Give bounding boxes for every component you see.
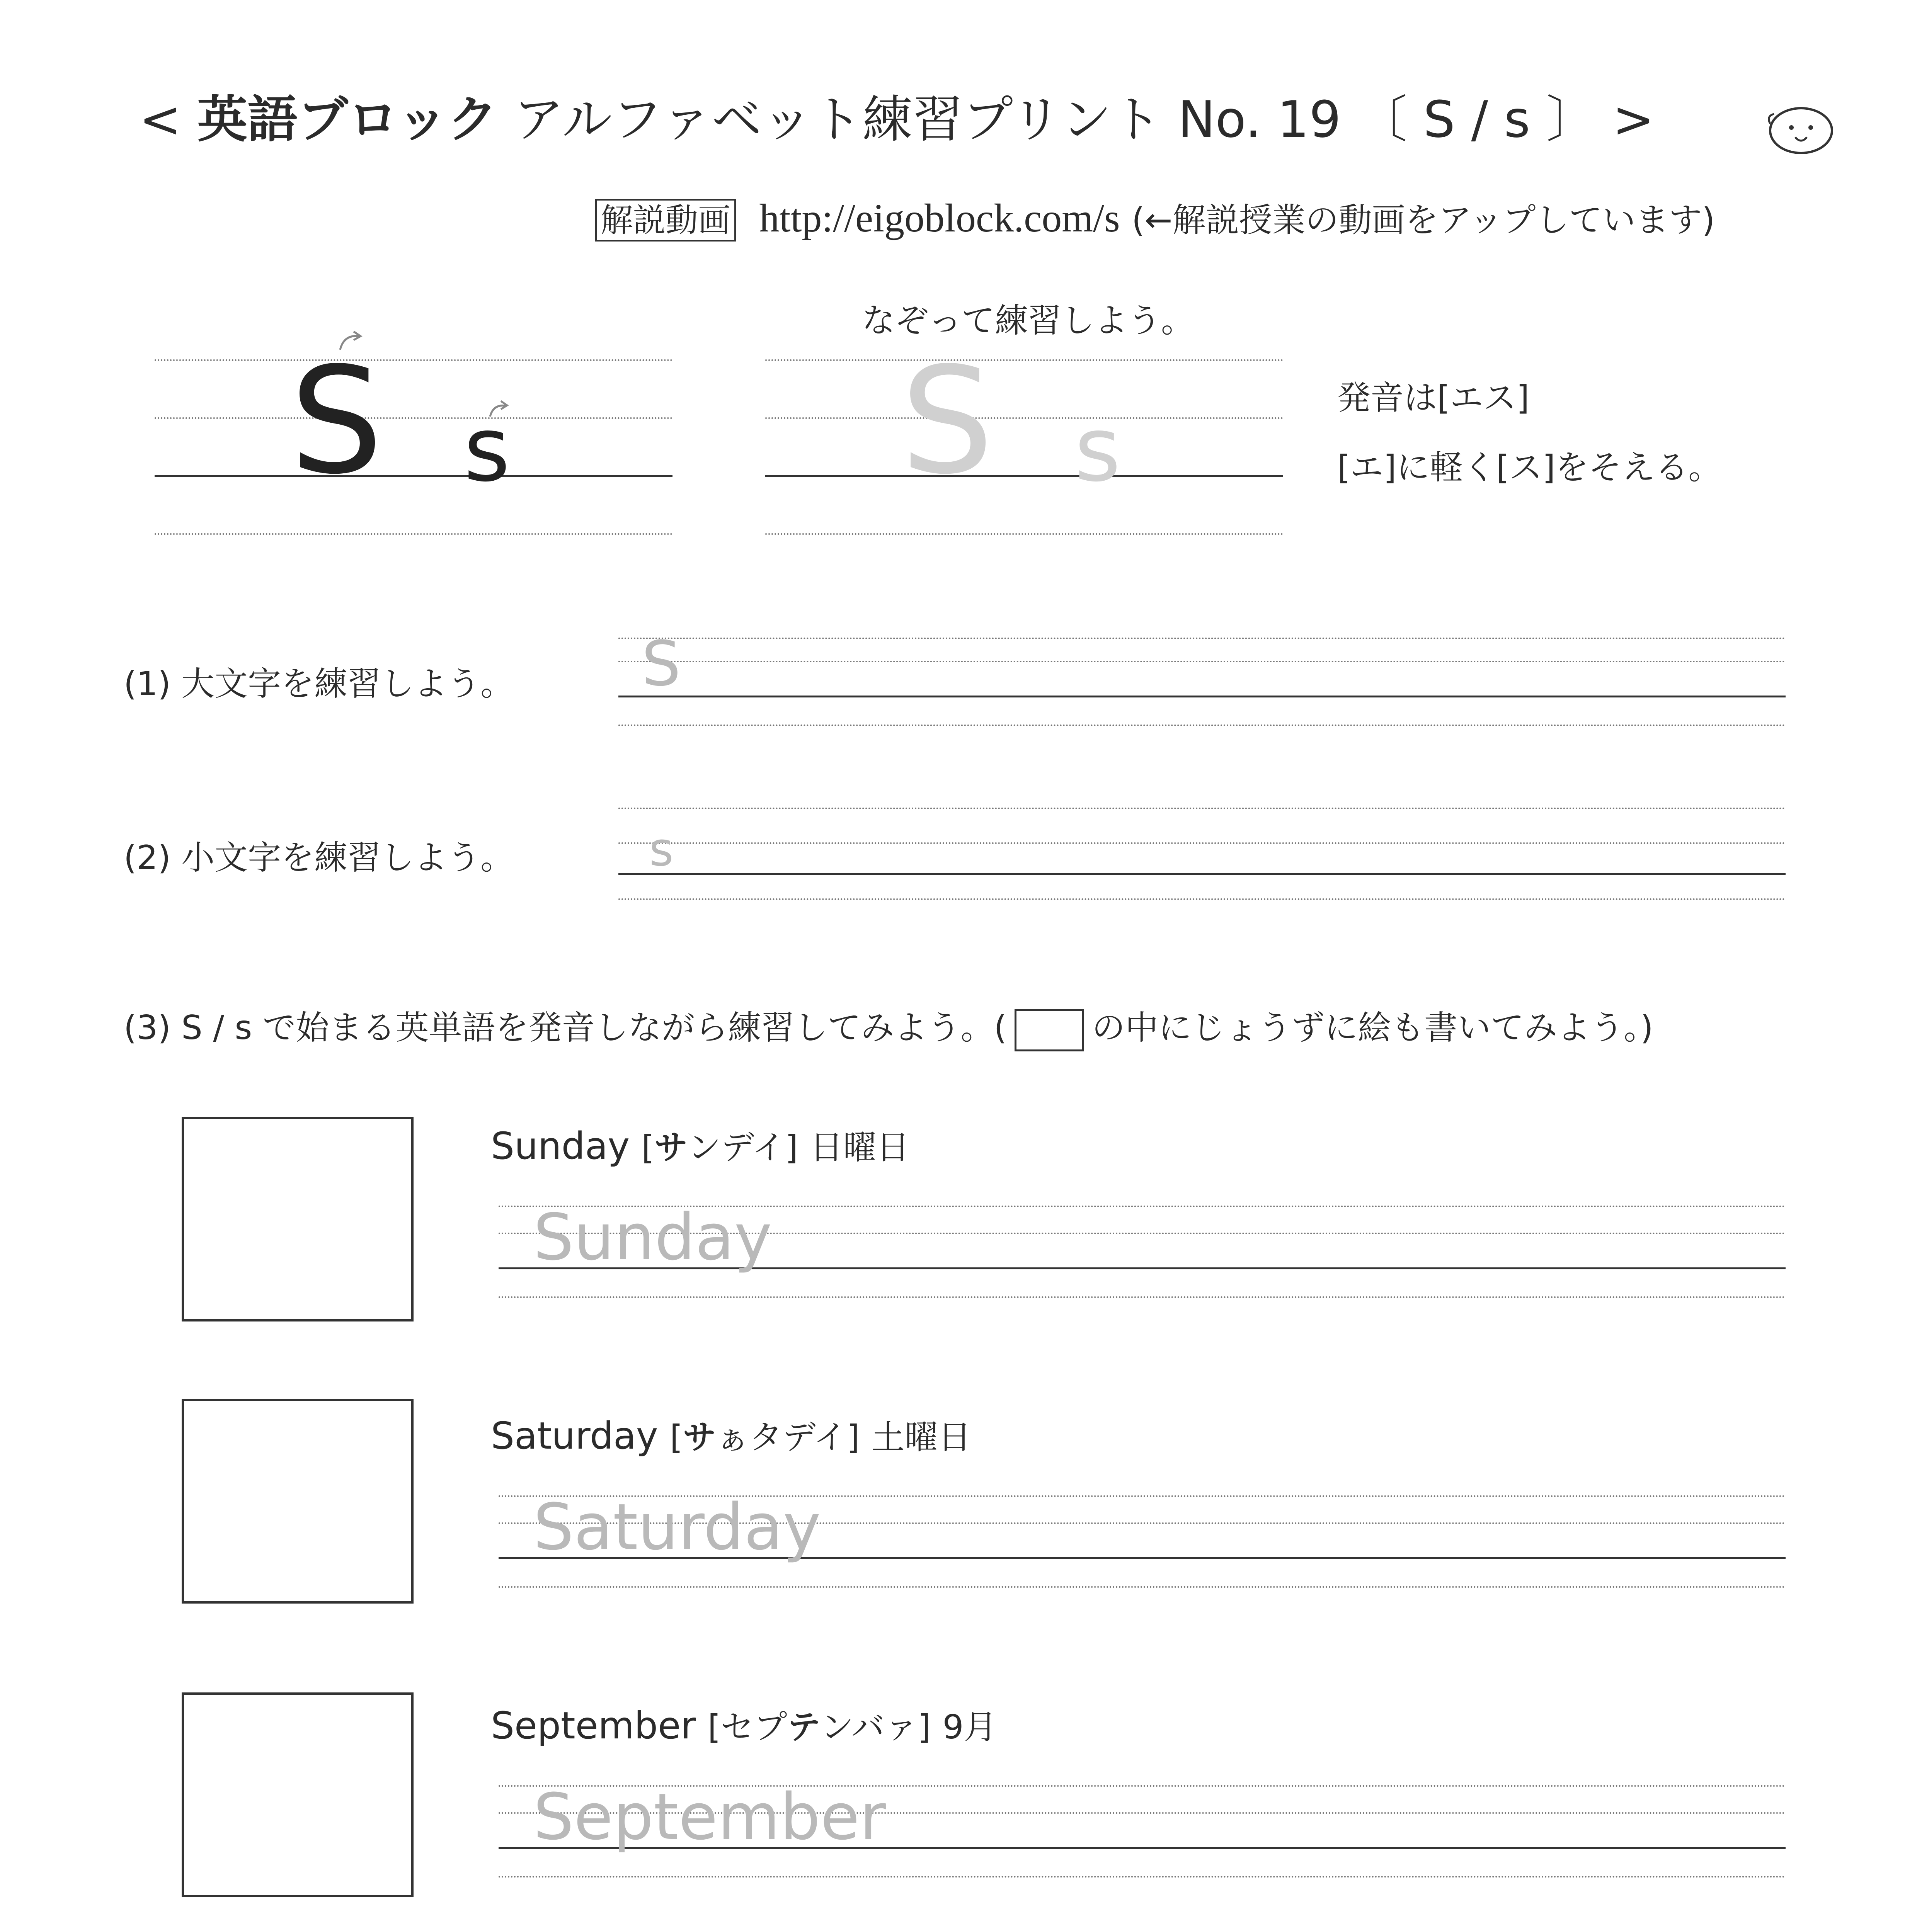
word-trace-sample: September [533,1780,886,1854]
word-text: September [491,1704,696,1747]
pronunciation-line-2: [エ]に軽く[ス]をそえる。 [1337,448,1722,487]
trace-heading: なぞって練習しよう。 [862,301,1194,340]
word-meaning: 日曜日 [810,1128,910,1167]
exercise-2-sample: s [649,823,674,877]
title-prefix: < [139,90,181,149]
word-label [491,1700,997,1748]
drawing-box[interactable] [182,1692,414,1897]
word-label [491,1121,909,1168]
word-meaning: 土曜日 [871,1418,971,1457]
pronunciation-line-1: 発音は[エス] [1337,379,1530,417]
page-title [139,79,1655,151]
instruction-text-2: の中にじょうずに絵も書いてみよう。) [1092,1009,1653,1047]
drawing-box[interactable] [182,1117,414,1321]
model-lower-letter: s [464,398,510,502]
exercise-1-lines[interactable] [618,628,1786,726]
stroke-start-arrow-icon [336,328,367,355]
exercise-1-sample: S [642,628,681,700]
smiley-face-icon [1762,100,1840,158]
word-reading: [サンデイ] [641,1128,798,1167]
video-label: 解説動画 [595,199,736,242]
video-row [595,193,1715,241]
word-reading: [サぁタデイ] [670,1418,860,1457]
word-reading: [セプテンバァ] [708,1708,931,1747]
trace-letter-lines[interactable] [765,335,1283,537]
word-text: Sunday [491,1124,630,1168]
video-url-link[interactable]: http://eigoblock.com/s [759,196,1120,240]
video-note: (←解説授業の動画をアップしています) [1132,201,1715,240]
word-text: Saturday [491,1414,658,1458]
word-label [491,1410,971,1458]
brand-logo: 英語ブロック [197,90,498,149]
word-practice-lines[interactable] [499,1490,1786,1588]
word-trace-sample: Sunday [533,1200,772,1274]
model-upper-letter: S [290,335,383,507]
exercise-1-label: (1) 大文字を練習しよう。 [124,665,514,703]
exercise-2-label: (2) 小文字を練習しよう。 [124,838,514,877]
sample-drawing-box [1015,1009,1084,1051]
word-trace-sample: Saturday [533,1490,821,1564]
drawing-box[interactable] [182,1399,414,1604]
model-letter-lines [155,335,672,537]
exercise-3-instruction [124,1001,1653,1051]
word-practice-lines[interactable] [499,1780,1786,1878]
word-meaning: 9月 [942,1708,997,1747]
trace-upper-letter: S [901,335,994,507]
stroke-start-arrow-icon [487,398,514,421]
instruction-text-1: (3) S / s で始まる英単語を発音しながら練習してみよう。( [124,1009,1007,1047]
title-text: アルファベット練習プリント No. 19 〔 S / s 〕 [514,90,1597,149]
title-suffix: > [1612,90,1655,149]
exercise-2-lines[interactable] [618,808,1786,900]
trace-lower-letter: s [1074,398,1121,502]
word-practice-lines[interactable] [499,1200,1786,1298]
